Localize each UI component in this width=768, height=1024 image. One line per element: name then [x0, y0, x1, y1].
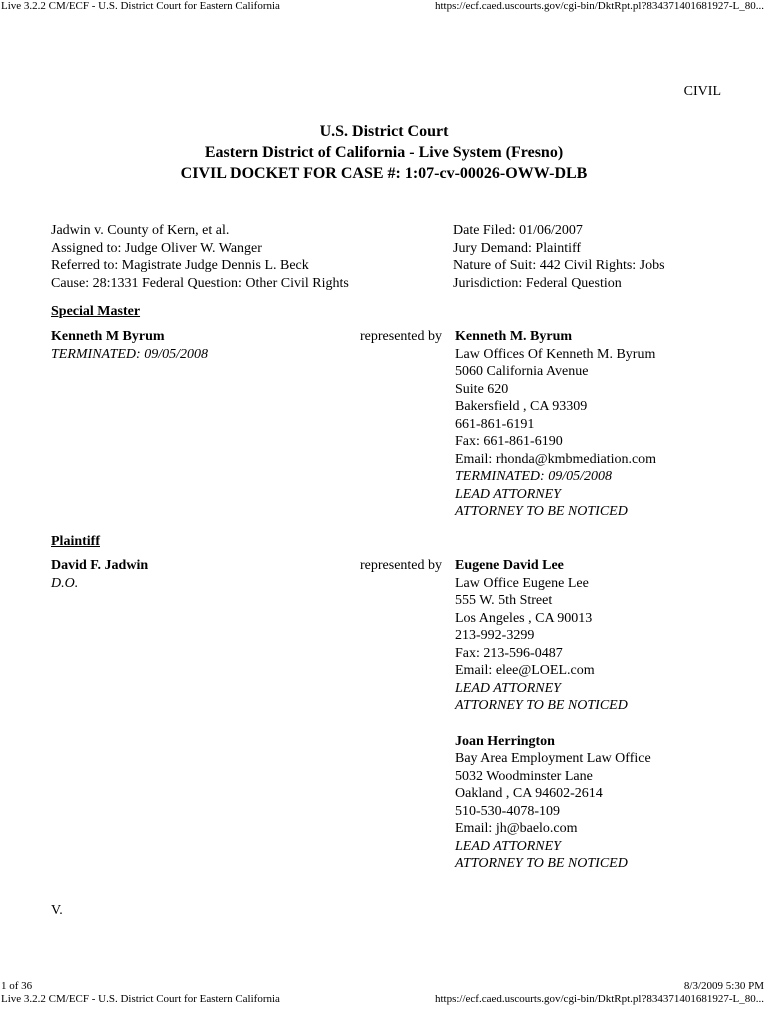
case-number: CIVIL DOCKET FOR CASE #: 1:07-cv-00026-OWW-DLB [180, 165, 588, 182]
attorney-terminated: TERMINATED: 09/05/2008 [455, 469, 612, 484]
attorney-lead: LEAD ATTORNEY [455, 838, 561, 854]
attorney-fax: Fax: 661-861-6190 [455, 434, 563, 449]
special-master-note: TERMINATED: 09/05/2008 [51, 346, 208, 362]
versus-mark: V. [51, 903, 63, 918]
jury-demand: Jury Demand: Plaintiff [453, 240, 582, 256]
attorney-lead: LEAD ATTORNEY [455, 680, 561, 696]
attorney-notice: ATTORNEY TO BE NOTICED [455, 856, 628, 871]
attorney-list [455, 557, 651, 873]
print-header-url: https://ecf.caed.uscourts.gov/cgi-bin/DktRpt.pl?834371401681927-L_80... [434, 0, 764, 12]
nature-of-suit: Nature of Suit: 442 Civil Rights: Jobs [453, 258, 665, 273]
special-master-party [51, 328, 751, 519]
case-caption: Jadwin v. County of Kern, et al. [51, 223, 230, 238]
referred-judge: Referred to: Magistrate Judge Dennis L. Beck [51, 258, 309, 273]
civil-tag: CIVIL [683, 84, 721, 99]
district-name: Eastern District of California - Live System (Fresno) [204, 144, 564, 161]
attorney-street: 5060 California Avenue [455, 364, 589, 379]
attorney-street: 5032 Woodminster Lane [455, 768, 593, 784]
case-info-right [453, 222, 743, 292]
attorney-street: 555 W. 5th Street [455, 593, 553, 608]
represented-by-label: represented by [360, 558, 443, 573]
attorney-firm: Law Offices Of Kenneth M. Byrum [455, 346, 656, 362]
plaintiff-name: David F. Jadwin [51, 558, 149, 573]
attorney-suite: Suite 620 [455, 381, 509, 397]
attorney-lead: LEAD ATTORNEY [455, 486, 561, 502]
assigned-judge: Assigned to: Judge Oliver W. Wanger [51, 240, 262, 256]
court-name: U.S. District Court [319, 123, 449, 140]
print-header [0, 0, 768, 13]
print-footer-title: Live 3.2.2 CM/ECF - U.S. District Court for Eastern California [1, 993, 280, 1005]
attorney-notice: ATTORNEY TO BE NOTICED [455, 504, 628, 519]
docket-title [0, 121, 768, 184]
print-footer-url: https://ecf.caed.uscourts.gov/cgi-bin/DktRpt.pl?834371401681927-L_80... [434, 993, 764, 1005]
attorney-block [455, 328, 656, 521]
attorney-phone: 510-530-4078-109 [455, 803, 560, 819]
attorney-phone: 213-992-3299 [455, 628, 535, 643]
attorney-fax: Fax: 213-596-0487 [455, 645, 563, 661]
special-master-heading: Special Master [51, 304, 141, 319]
cause: Cause: 28:1331 Federal Question: Other Civil Rights [51, 275, 349, 291]
print-footer-next-header [0, 993, 768, 1006]
attorney-notice: ATTORNEY TO BE NOTICED [455, 698, 628, 713]
attorney-email: Email: jh@baelo.com [455, 821, 578, 836]
page-count: 1 of 36 [1, 980, 33, 992]
print-footer [0, 980, 768, 993]
plaintiff-party [51, 557, 751, 871]
attorney-email: Email: rhonda@kmbmediation.com [455, 451, 657, 467]
attorney-firm: Law Office Eugene Lee [455, 575, 589, 591]
attorney-city: Bakersfield , CA 93309 [455, 399, 588, 414]
spacer [455, 715, 651, 733]
attorney-phone: 661-861-6191 [455, 416, 535, 432]
attorney-name: Joan Herrington [455, 733, 555, 749]
case-info-left [51, 222, 446, 292]
attorney-name: Eugene David Lee [455, 558, 564, 573]
plaintiff-note: D.O. [51, 575, 79, 591]
jurisdiction: Jurisdiction: Federal Question [453, 275, 622, 291]
print-datetime: 8/3/2009 5:30 PM [683, 980, 764, 992]
plaintiff-heading: Plaintiff [51, 534, 100, 549]
attorney-name: Kenneth M. Byrum [455, 329, 573, 344]
attorney-city: Los Angeles , CA 90013 [455, 610, 593, 626]
print-header-title: Live 3.2.2 CM/ECF - U.S. District Court for Eastern California [1, 0, 280, 12]
attorney-firm: Bay Area Employment Law Office [455, 751, 651, 766]
represented-by-label: represented by [360, 329, 443, 344]
attorney-email: Email: elee@LOEL.com [455, 663, 595, 678]
attorney-city: Oakland , CA 94602-2614 [455, 786, 603, 801]
date-filed: Date Filed: 01/06/2007 [453, 223, 583, 238]
special-master-name: Kenneth M Byrum [51, 329, 165, 344]
